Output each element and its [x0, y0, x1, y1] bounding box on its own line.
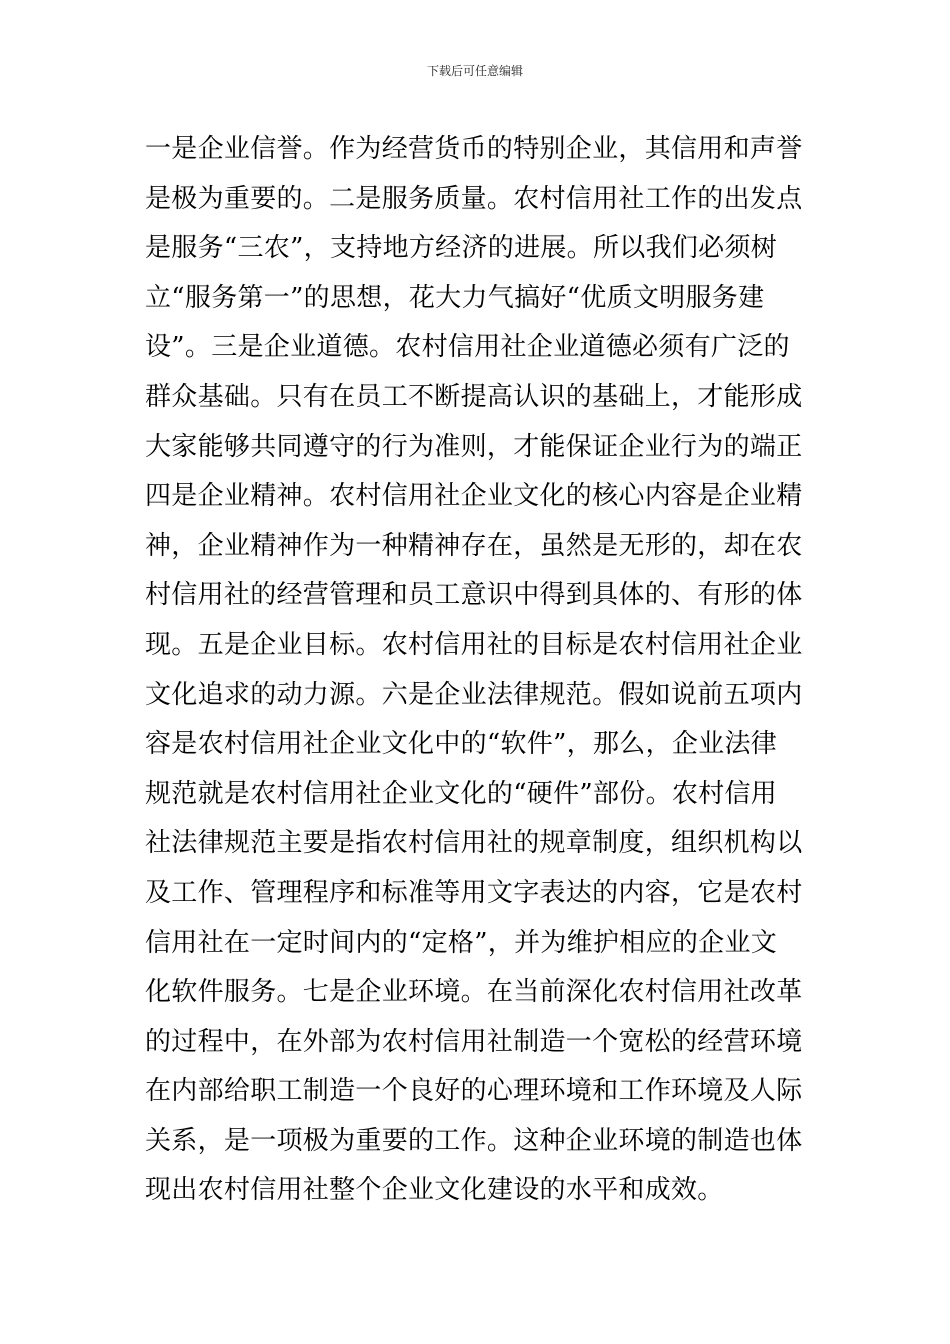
text-line: 设”。三是企业道德。农村信用社企业道德必须有广泛的 [145, 332, 790, 363]
text-line: 的过程中，在外部为农村信用社制造一个宽松的经营环境 [145, 1026, 803, 1057]
text-line: 规范就是农村信用社企业文化的“硬件”部份。农村信用 [145, 778, 778, 809]
text-line: 群众基础。只有在员工不断提高认识的基础上，才能形成 [145, 381, 803, 412]
text-line: 现出农村信用社整个企业文化建设的水平和成效。 [145, 1175, 724, 1206]
text-line: 容是农村信用社企业文化中的“软件”，那么，企业法律 [145, 729, 778, 760]
text-line: 神，企业精神作为一种精神存在，虽然是无形的，却在农 [145, 530, 803, 561]
page-header: 下载后可任意编辑 [426, 64, 523, 78]
text-line: 文化追求的动力源。六是企业法律规范。假如说前五项内 [145, 679, 803, 710]
document-body [145, 125, 815, 1216]
text-line: 大家能够共同遵守的行为准则，才能保证企业行为的端正 [145, 431, 803, 462]
text-line: 社法律规范主要是指农村信用社的规章制度，组织机构以 [145, 828, 803, 859]
text-line: 现。五是企业目标。农村信用社的目标是农村信用社企业 [145, 629, 803, 660]
text-line: 化软件服务。七是企业环境。在当前深化农村信用社改革 [145, 977, 803, 1008]
text-line: 及工作、管理程序和标准等用文字表达的内容，它是农村 [145, 877, 803, 908]
text-line: 是服务“三农”，支持地方经济的进展。所以我们必须树 [145, 233, 778, 264]
text-line: 一是企业信誉。作为经营货币的特别企业，其信用和声誉 [145, 134, 803, 164]
text-line: 信用社在一定时间内的“定格”，并为维护相应的企业文 [145, 927, 778, 958]
text-line: 立“服务第一”的思想，花大力气搞好“优质文明服务建 [145, 282, 765, 313]
text-line: 关系，是一项极为重要的工作。这种企业环境的制造也体 [145, 1125, 803, 1156]
text-line: 在内部给职工制造一个良好的心理环境和工作环境及人际 [145, 1076, 803, 1107]
text-line: 是极为重要的。二是服务质量。农村信用社工作的出发点 [145, 183, 803, 214]
text-line: 村信用社的经营管理和员工意识中得到具体的、有形的体 [145, 580, 803, 611]
text-line: 四是企业精神。农村信用社企业文化的核心内容是企业精 [145, 481, 803, 512]
